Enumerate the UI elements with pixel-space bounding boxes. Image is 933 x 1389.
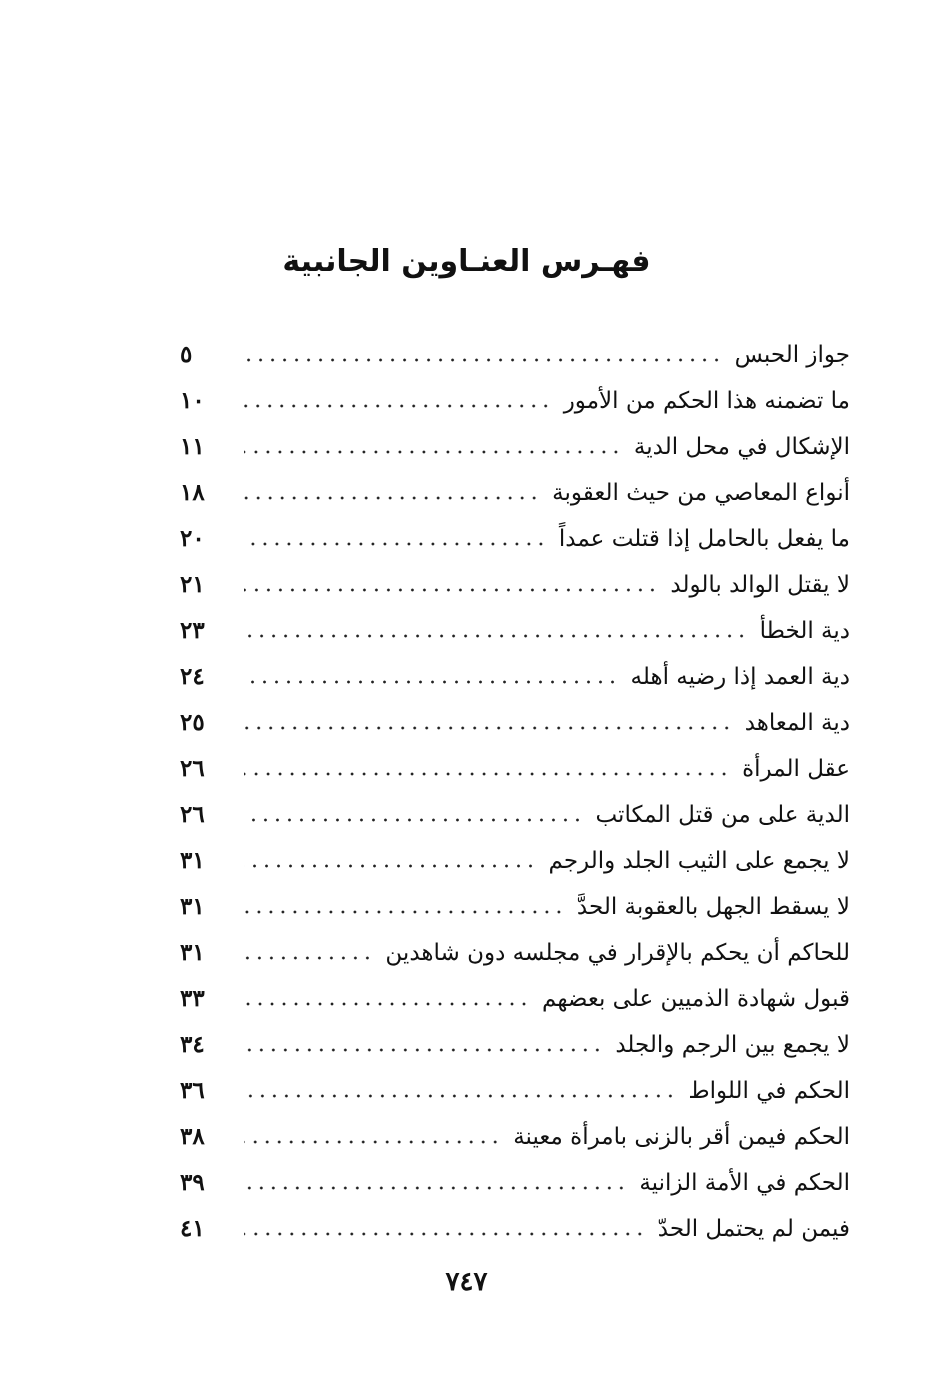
toc-row bbox=[180, 606, 850, 652]
toc-row bbox=[180, 1158, 850, 1204]
toc-entry-page: ٢٦ bbox=[180, 755, 205, 782]
toc-entry-page: ٢٦ bbox=[180, 801, 205, 828]
toc-entry-title: ما تضمنه هذا الحكم من الأمور bbox=[563, 388, 850, 414]
toc-entry-title: دية الخطأ bbox=[759, 618, 850, 644]
dot-leader bbox=[244, 724, 733, 732]
page-title: فهـرس العنـاوين الجانبية bbox=[282, 244, 651, 279]
toc-row bbox=[180, 698, 850, 744]
toc-entry-page: ٢٠ bbox=[180, 525, 205, 552]
toc-entry-title: لا يجمع على الثيب الجلد والرجم bbox=[548, 848, 850, 874]
toc-entry-title: الدية على من قتل المكاتب bbox=[595, 802, 850, 828]
toc-entry-title: لا يسقط الجهل بالعقوبة الحدَّ bbox=[576, 894, 850, 920]
toc-entry-title: للحاكم أن يحكم بالإقرار في مجلسه دون شاهدين bbox=[385, 940, 850, 966]
toc-entry-title: جواز الحبس bbox=[734, 342, 850, 368]
toc-entry-page: ٢٣ bbox=[180, 617, 205, 644]
toc-entry-page: ٣٦ bbox=[180, 1077, 205, 1104]
toc-entry-page: ٣١ bbox=[180, 939, 205, 966]
toc-entry-page: ٣٤ bbox=[180, 1031, 205, 1058]
toc-entry-title: دية المعاهد bbox=[744, 710, 850, 736]
dot-leader bbox=[244, 1138, 501, 1146]
toc-entry-title: لا يقتل الوالد بالولد bbox=[670, 572, 850, 598]
dot-leader bbox=[244, 448, 622, 456]
toc-entry-title: قبول شهادة الذميين على بعضهم bbox=[542, 986, 850, 1012]
toc-entry-page: ٢٤ bbox=[180, 663, 205, 690]
dot-leader bbox=[244, 908, 565, 916]
toc-entry-title: الحكم في الأمة الزانية bbox=[639, 1170, 850, 1196]
dot-leader bbox=[244, 1092, 676, 1100]
toc-row bbox=[180, 1020, 850, 1066]
dot-leader bbox=[244, 1046, 603, 1054]
toc-entry-page: ٥ bbox=[180, 341, 193, 368]
toc-entry-title: الحكم فيمن أقر بالزنى بامرأة معينة bbox=[513, 1124, 850, 1150]
page-number: ٧٤٧ bbox=[445, 1267, 488, 1297]
dot-leader bbox=[244, 540, 547, 548]
toc-entry-page: ١٠ bbox=[180, 387, 205, 414]
toc-entry-title: ما يفعل بالحامل إذا قتلت عمداً bbox=[558, 526, 850, 552]
toc-entry-page: ٣١ bbox=[180, 893, 205, 920]
dot-leader bbox=[244, 678, 619, 686]
toc-row bbox=[180, 652, 850, 698]
toc-entry-title: عقل المرأة bbox=[742, 756, 850, 782]
dot-leader bbox=[244, 816, 583, 824]
toc-entry-page: ٣٣ bbox=[180, 985, 205, 1012]
toc-row bbox=[180, 836, 850, 882]
toc-row bbox=[180, 1112, 850, 1158]
toc-row bbox=[180, 330, 850, 376]
dot-leader bbox=[244, 402, 552, 410]
toc-row bbox=[180, 744, 850, 790]
toc-entry-page: ٣٨ bbox=[180, 1123, 205, 1150]
toc-row bbox=[180, 376, 850, 422]
toc-entry-page: ٢١ bbox=[180, 571, 205, 598]
toc-entry-page: ١٨ bbox=[180, 479, 205, 506]
toc-entry-title: لا يجمع بين الرجم والجلد bbox=[615, 1032, 850, 1058]
toc-entry-page: ٢٥ bbox=[180, 709, 205, 736]
toc-entry-page: ١١ bbox=[180, 433, 205, 460]
toc-row bbox=[180, 514, 850, 560]
toc-row bbox=[180, 560, 850, 606]
toc-row bbox=[180, 882, 850, 928]
toc-entry-page: ٤١ bbox=[180, 1215, 205, 1242]
dot-leader bbox=[244, 1184, 627, 1192]
dot-leader bbox=[244, 954, 373, 962]
toc-entry-title: أنواع المعاصي من حيث العقوبة bbox=[552, 480, 850, 506]
toc-entry-title: الإشكال في محل الدية bbox=[633, 434, 850, 460]
dot-leader bbox=[244, 862, 537, 870]
dot-leader bbox=[244, 1230, 646, 1238]
toc-entry-title: دية العمد إذا رضيه أهله bbox=[630, 664, 850, 690]
toc-row bbox=[180, 1204, 850, 1250]
dot-leader bbox=[244, 356, 723, 364]
toc-entry-page: ٣١ bbox=[180, 847, 205, 874]
dot-leader bbox=[244, 770, 730, 778]
toc-row bbox=[180, 468, 850, 514]
toc-entry-page: ٣٩ bbox=[180, 1169, 205, 1196]
toc-entry-title: فيمن لم يحتمل الحدّ bbox=[657, 1216, 850, 1242]
dot-leader bbox=[244, 586, 658, 594]
toc-row bbox=[180, 974, 850, 1020]
toc-row bbox=[180, 928, 850, 974]
toc-row bbox=[180, 790, 850, 836]
toc-row bbox=[180, 1066, 850, 1112]
toc-row bbox=[180, 422, 850, 468]
dot-leader bbox=[244, 494, 540, 502]
table-of-contents bbox=[180, 330, 850, 1250]
toc-entry-title: الحكم في اللواط bbox=[688, 1078, 850, 1104]
dot-leader bbox=[244, 632, 748, 640]
dot-leader bbox=[244, 1000, 530, 1008]
